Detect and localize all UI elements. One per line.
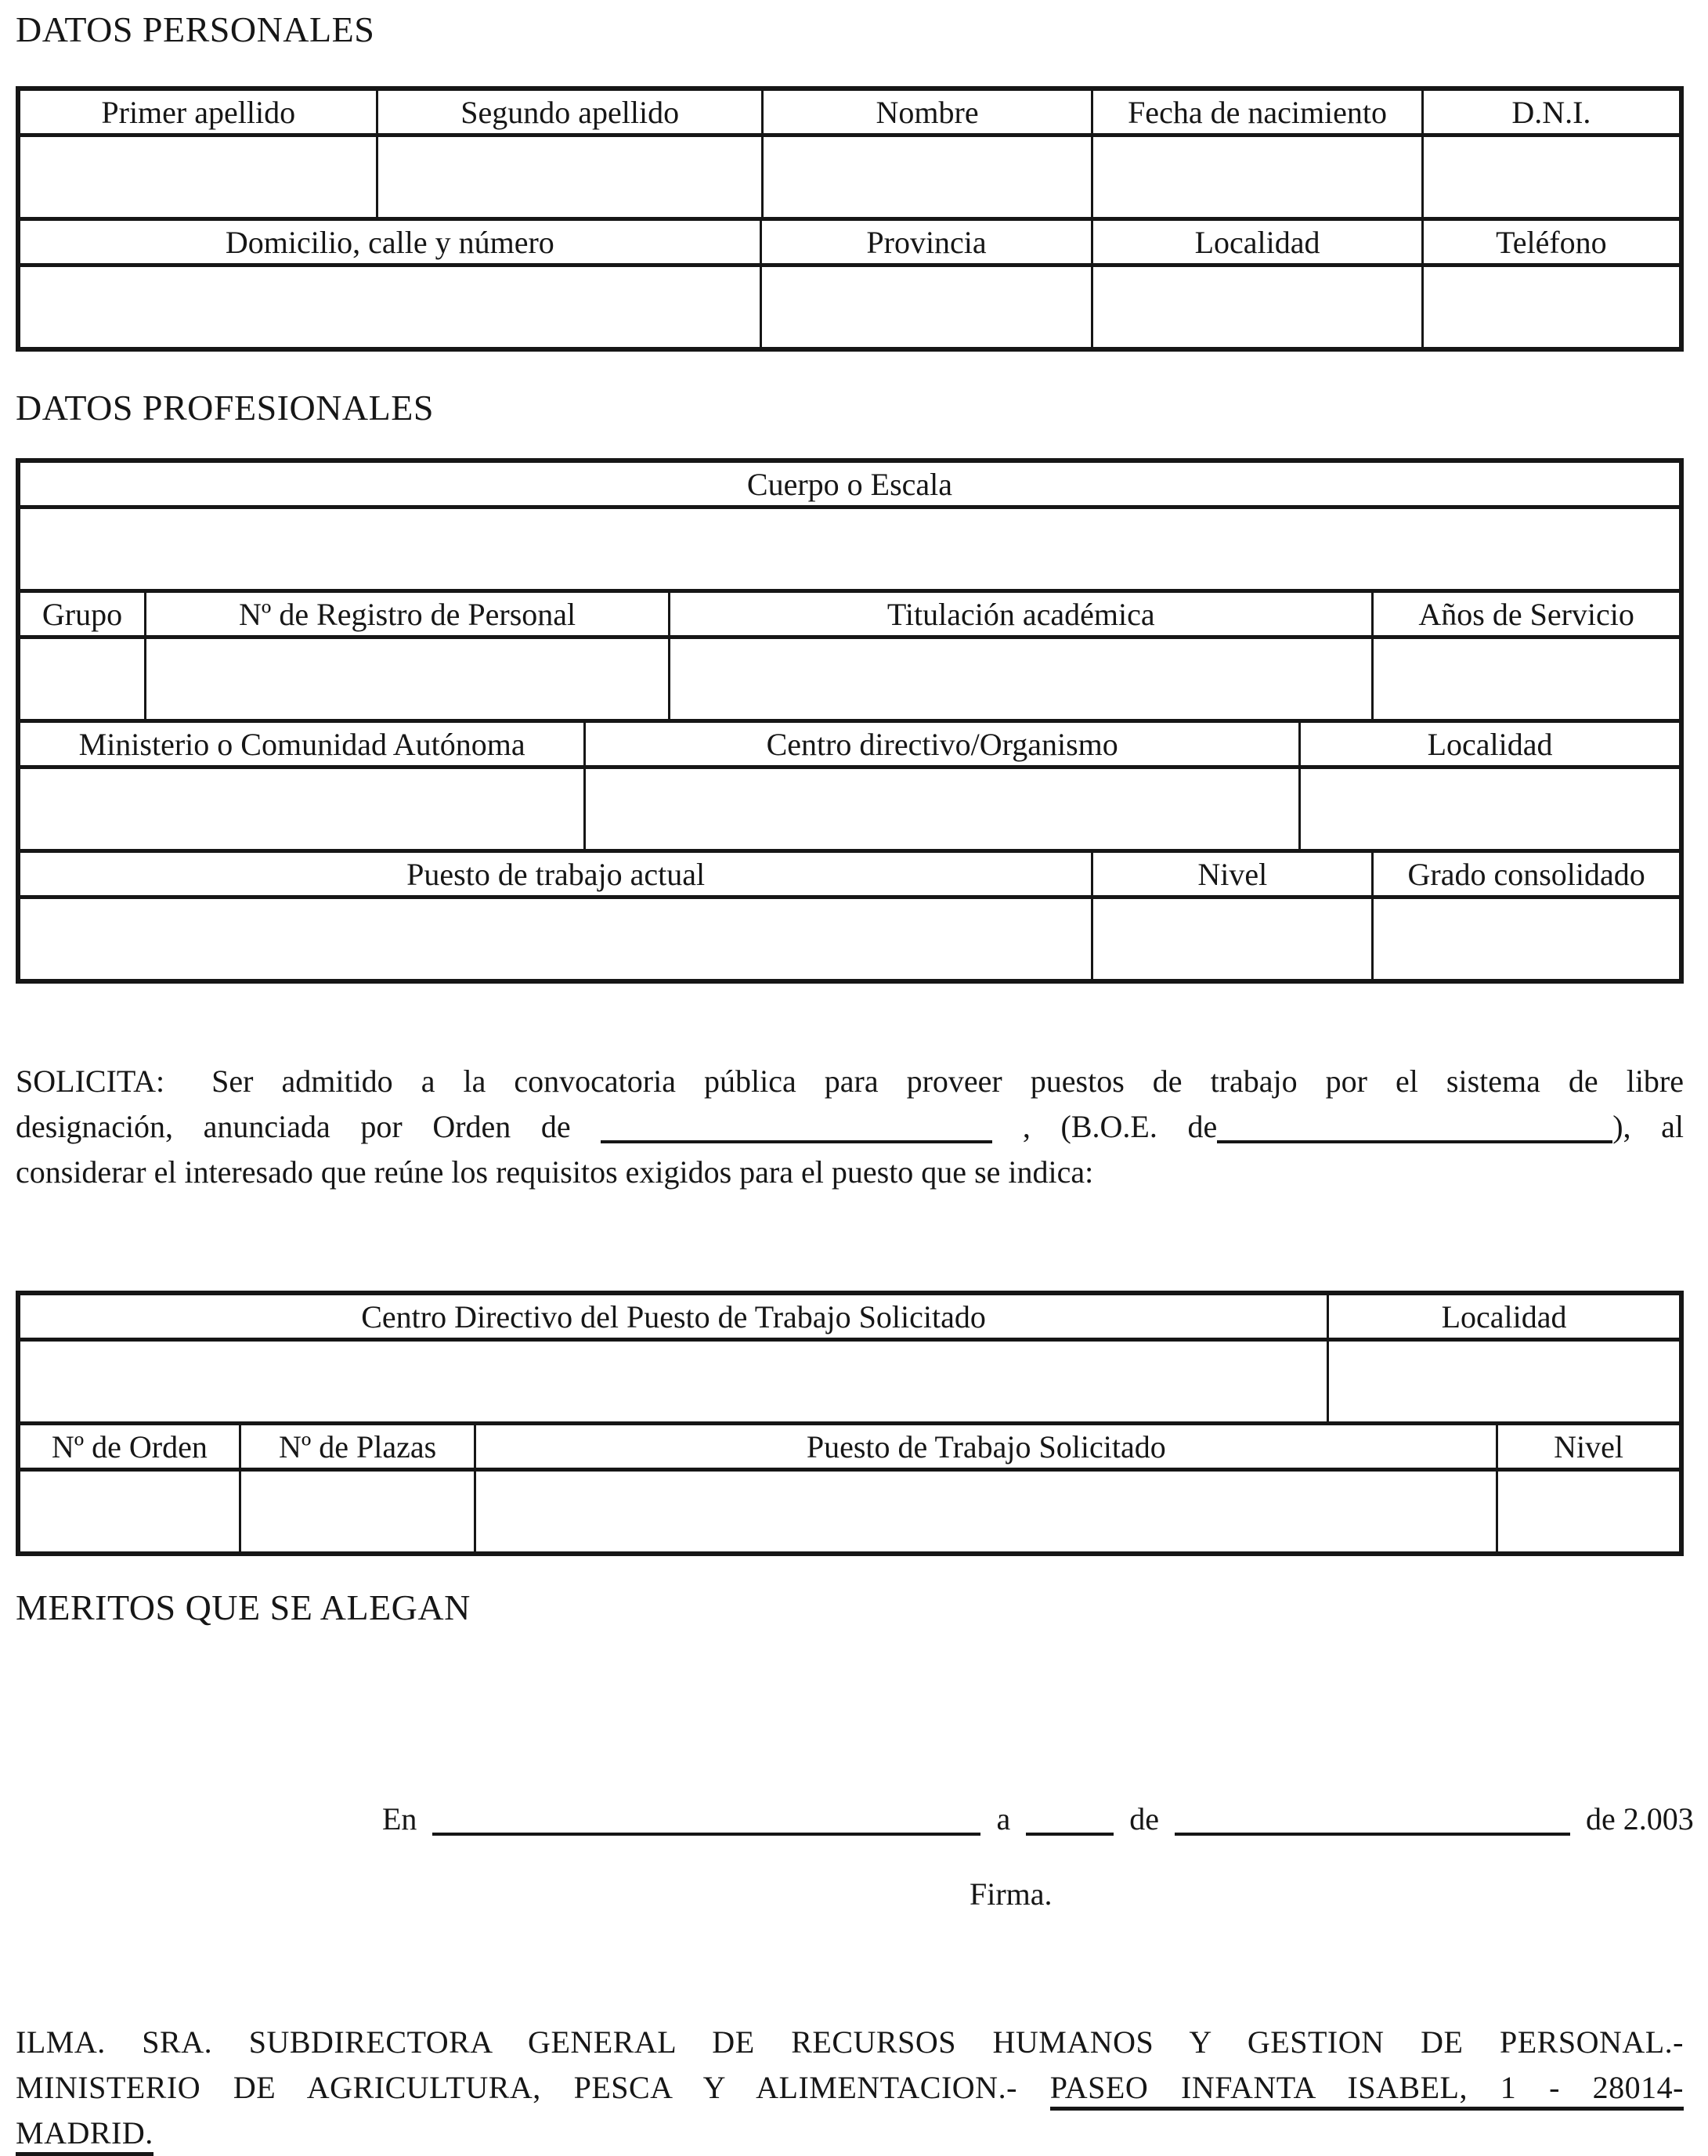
sig-year-label: de 2.003 (1585, 1801, 1694, 1836)
header-cell-provincia: Provincia (762, 221, 1094, 263)
sig-de-label: de (1129, 1801, 1159, 1836)
footer-line-1 (16, 2020, 1684, 2065)
input-cell-puesto-solicitado[interactable] (476, 1472, 1498, 1551)
input-cell-num-registro-personal[interactable] (146, 639, 670, 719)
table-row (20, 1295, 1679, 1338)
header-cell-ministerio-comunidad: Ministerio o Comunidad Autónoma (20, 723, 586, 765)
header-cell-centro-directivo-solicitado: Centro Directivo del Puesto de Trabajo Solicitado (20, 1295, 1329, 1338)
footer-text-2: MINISTERIO DE AGRICULTURA, PESCA Y ALIMENTACION.- (16, 2070, 1017, 2105)
table-row (20, 719, 1679, 765)
boe-date-blank[interactable] (1217, 1117, 1612, 1143)
input-cell-grupo[interactable] (20, 639, 146, 719)
input-cell-centro-directivo-organismo[interactable] (586, 769, 1301, 849)
solicita-line-3 (16, 1150, 1684, 1195)
input-cell-segundo-apellido[interactable] (378, 137, 763, 217)
input-cell-localidad-profesional[interactable] (1301, 769, 1679, 849)
input-cell-nivel-actual[interactable] (1093, 899, 1374, 979)
input-cell-grado-consolidado[interactable] (1374, 899, 1679, 979)
table-row (20, 505, 1679, 589)
header-cell-puesto-trabajo-actual: Puesto de trabajo actual (20, 853, 1093, 895)
header-cell-cuerpo-escala: Cuerpo o Escala (746, 466, 953, 502)
input-cell-num-orden[interactable] (20, 1472, 241, 1551)
table-row (20, 91, 1679, 133)
table-row (20, 895, 1679, 979)
input-cell-num-plazas[interactable] (241, 1472, 477, 1551)
solicita-paragraph (16, 1059, 1684, 1195)
header-cell-localidad: Localidad (1093, 221, 1423, 263)
input-cell-nivel-solicitado[interactable] (1498, 1472, 1679, 1551)
header-cell-puesto-solicitado: Puesto de Trabajo Solicitado (476, 1425, 1498, 1468)
solicita-text-1: Ser admitido a la convocatoria pública para proveer puestos de trabajo por el sistema de libre (211, 1064, 1684, 1099)
header-cell-localidad-profesional: Localidad (1427, 726, 1553, 762)
orden-date-blank[interactable] (601, 1117, 992, 1143)
input-cell-fecha-nacimiento[interactable] (1093, 137, 1423, 217)
header-cell-telefono: Teléfono (1496, 224, 1607, 260)
footer-madrid-underlined: MADRID. (16, 2115, 153, 2156)
signature-date-line (16, 1799, 1694, 1840)
day-blank[interactable] (1026, 1809, 1114, 1836)
table-row (20, 635, 1679, 719)
table-row (20, 463, 1679, 505)
professional-data-table (16, 458, 1684, 984)
input-cell-domicilio[interactable] (20, 267, 762, 347)
requested-post-table (16, 1291, 1684, 1556)
section-title-datos-profesionales: DATOS PROFESIONALES (16, 388, 434, 428)
header-cell-num-registro-personal: Nº de Registro de Personal (146, 593, 670, 635)
input-cell-dni[interactable] (1424, 137, 1679, 217)
footer-address-underlined: PASEO INFANTA ISABEL, 1 - 28014- (1050, 2070, 1684, 2111)
header-cell-fecha-nacimiento: Fecha de nacimiento (1093, 91, 1423, 133)
input-cell-primer-apellido[interactable] (20, 137, 378, 217)
input-cell-cuerpo-escala[interactable] (20, 509, 1679, 589)
header-cell-nivel-solicitado: Nivel (1554, 1428, 1623, 1464)
firma-label: Firma. (970, 1876, 1053, 1912)
footer-line-3 (16, 2111, 1684, 2156)
sig-en-label: En (382, 1801, 417, 1836)
header-cell-localidad-solicitada: Localidad (1441, 1298, 1567, 1334)
solicita-text-3: , (B.O.E. de (1022, 1109, 1218, 1144)
solicita-text-2: designación, anunciada por Orden de (16, 1109, 571, 1144)
input-cell-anos-servicio[interactable] (1374, 639, 1679, 719)
header-cell-anos-servicio: Años de Servicio (1418, 596, 1634, 632)
input-cell-provincia[interactable] (762, 267, 1094, 347)
section-title-meritos: MERITOS QUE SE ALEGAN (16, 1587, 471, 1627)
table-row (20, 589, 1679, 635)
header-cell-nombre: Nombre (764, 91, 1093, 133)
header-cell-primer-apellido: Primer apellido (20, 91, 378, 133)
header-cell-domicilio: Domicilio, calle y número (20, 221, 762, 263)
solicita-line-2 (16, 1104, 1684, 1150)
input-cell-localidad[interactable] (1093, 267, 1423, 347)
table-row (20, 1468, 1679, 1551)
table-row (20, 1338, 1679, 1421)
input-cell-telefono[interactable] (1424, 267, 1679, 347)
input-cell-centro-directivo-solicitado[interactable] (20, 1342, 1329, 1421)
table-row (20, 263, 1679, 347)
header-cell-num-plazas: Nº de Plazas (241, 1425, 477, 1468)
solicita-line-1 (16, 1059, 1684, 1104)
place-blank[interactable] (432, 1809, 980, 1836)
header-cell-grado-consolidado: Grado consolidado (1407, 856, 1645, 892)
header-cell-segundo-apellido: Segundo apellido (378, 91, 763, 133)
personal-data-table (16, 86, 1684, 352)
input-cell-ministerio-comunidad[interactable] (20, 769, 586, 849)
section-title-datos-personales: DATOS PERSONALES (16, 9, 375, 49)
header-cell-num-orden: Nº de Orden (20, 1425, 241, 1468)
solicita-text-4: ), al (1612, 1109, 1685, 1144)
input-cell-nombre[interactable] (764, 137, 1093, 217)
footer-line-2 (16, 2065, 1684, 2111)
solicita-label: SOLICITA: (16, 1064, 165, 1099)
header-cell-titulacion-academica: Titulación académica (670, 593, 1374, 635)
table-row (20, 217, 1679, 263)
footer-addressee (16, 2020, 1684, 2156)
table-row (20, 849, 1679, 895)
input-cell-titulacion-academica[interactable] (670, 639, 1374, 719)
table-row (20, 1421, 1679, 1468)
table-row (20, 765, 1679, 849)
header-cell-nivel-actual: Nivel (1093, 853, 1374, 895)
header-cell-centro-directivo-organismo: Centro directivo/Organismo (586, 723, 1301, 765)
solicita-text-5: considerar el interesado que reúne los requisitos exigidos para el puesto que se indica: (16, 1154, 1094, 1190)
month-blank[interactable] (1175, 1809, 1570, 1836)
header-cell-grupo: Grupo (20, 593, 146, 635)
header-cell-dni: D.N.I. (1511, 94, 1591, 130)
input-cell-puesto-trabajo-actual[interactable] (20, 899, 1093, 979)
sig-a-label: a (996, 1801, 1011, 1836)
table-row (20, 133, 1679, 217)
input-cell-localidad-solicitada[interactable] (1329, 1342, 1679, 1421)
footer-text-1: ILMA. SRA. SUBDIRECTORA GENERAL DE RECURSOS HUMANOS Y GESTION DE PERSONAL.- (16, 2024, 1684, 2060)
